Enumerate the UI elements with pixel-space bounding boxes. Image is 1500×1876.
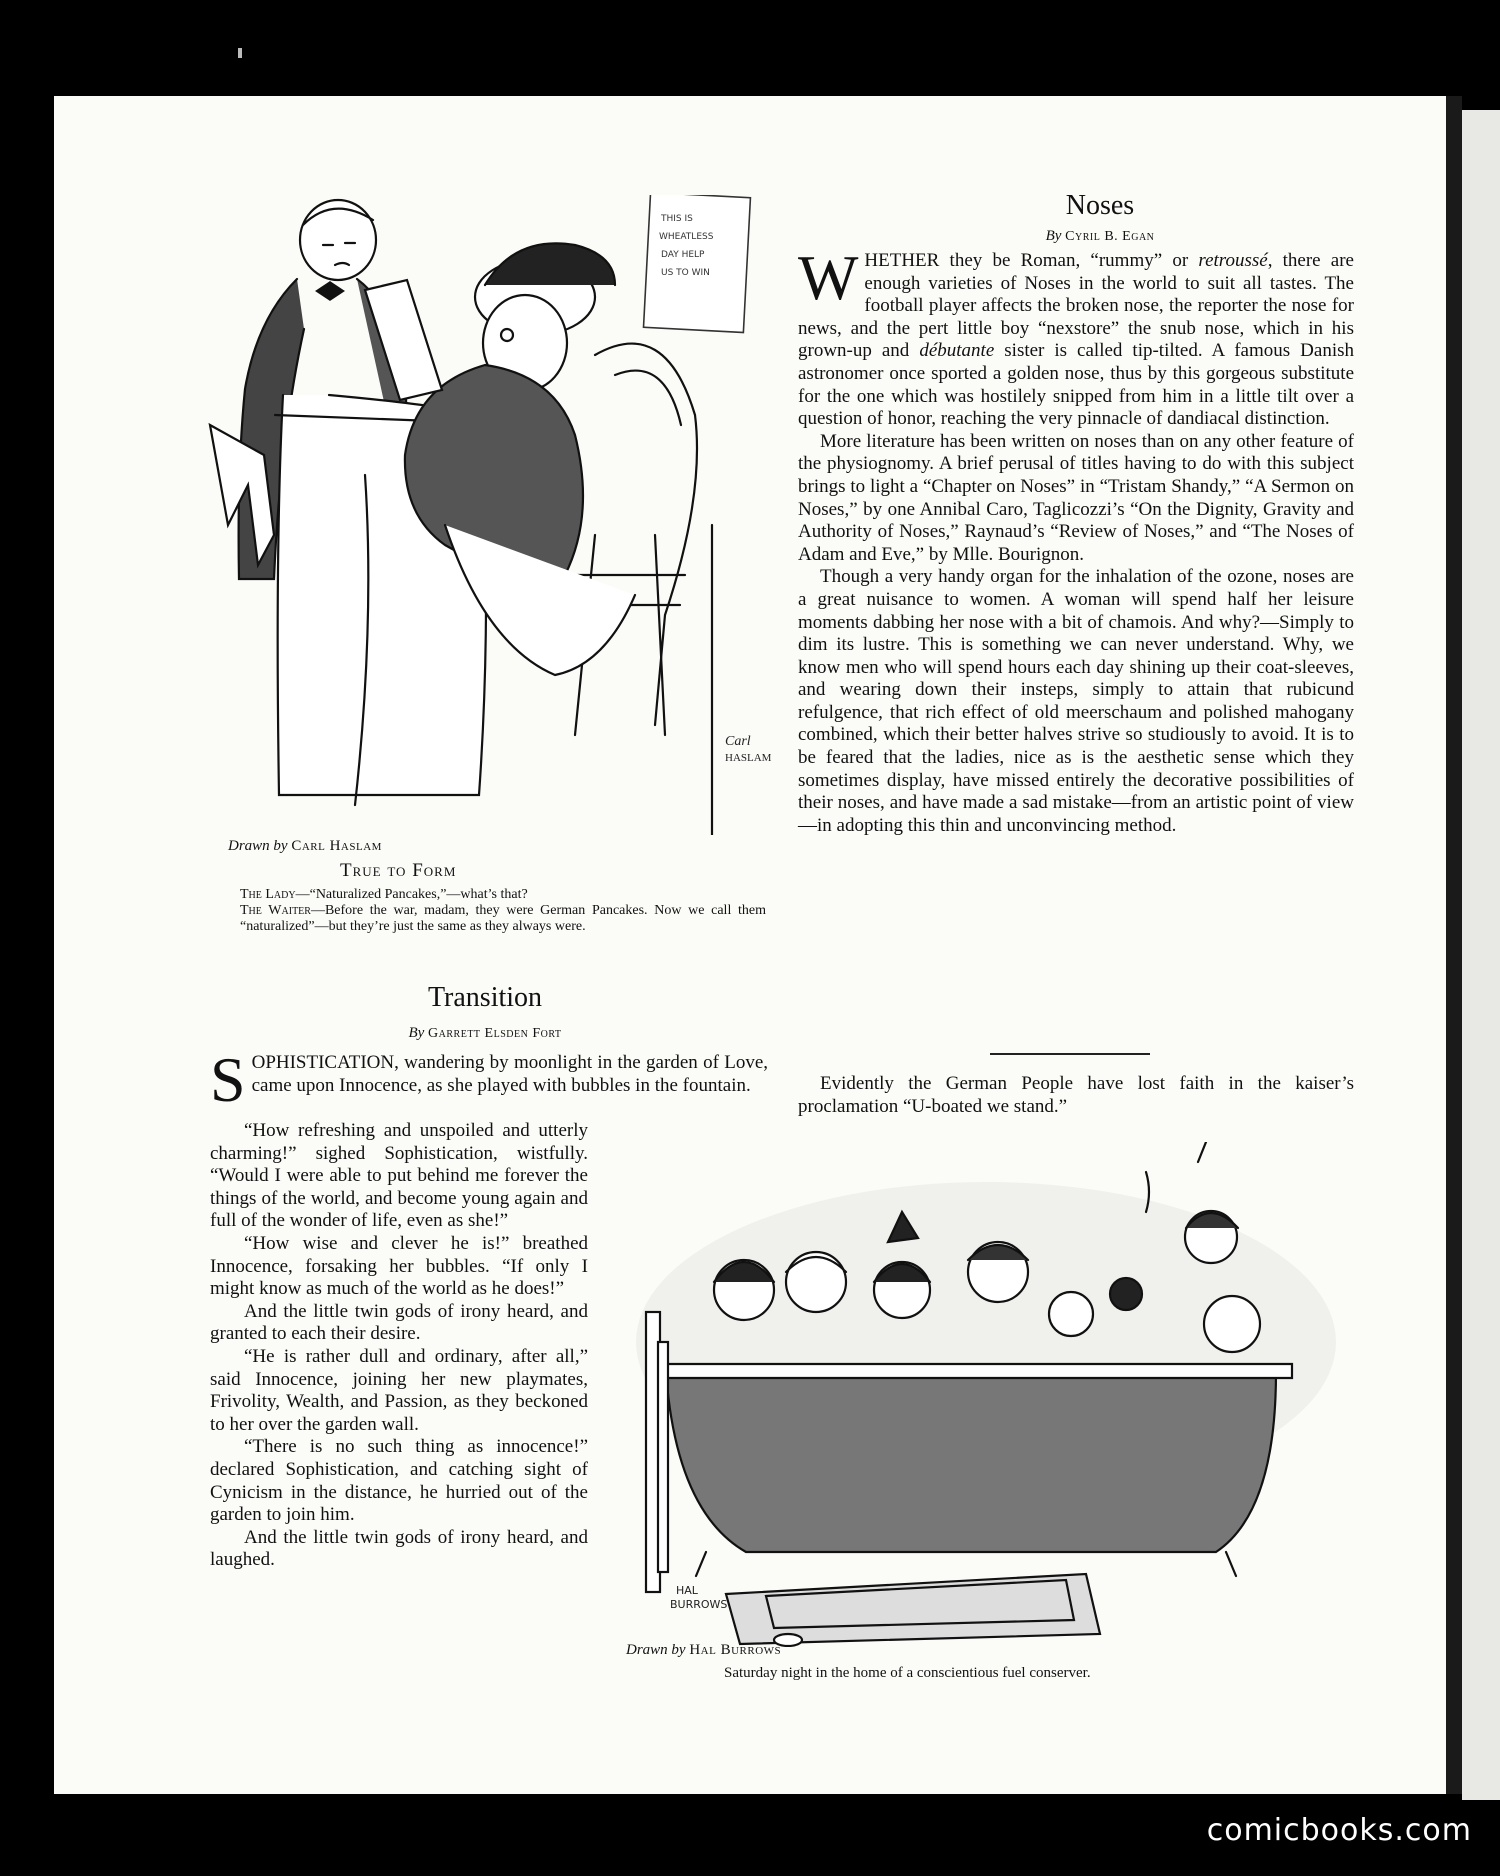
- site-watermark: comicbooks.com: [1206, 1813, 1472, 1848]
- paragraph: And the little twin gods of irony heard, and laughed.: [210, 1526, 588, 1571]
- svg-text:DAY HELP: DAY HELP: [661, 250, 705, 260]
- noses-body: [798, 242, 1354, 837]
- byline-prefix: By: [408, 1025, 425, 1041]
- speaker: The Waiter: [240, 903, 311, 918]
- cartoon-two-caption: Saturday night in the home of a conscientious fuel conserver.: [724, 1665, 1091, 1681]
- cartoon-two-credit: [626, 1642, 781, 1659]
- byline-prefix: By: [1045, 228, 1062, 244]
- paragraph: “He is rather dull and ordinary, after all,” said Innocence, joining her new playmates, Frivolity, Wealth, and Passion, as they beckoned to her over the garden wall.: [210, 1345, 588, 1435]
- transition-lead-paragraph: [210, 1044, 768, 1115]
- author-name: Garrett Elsden Fort: [428, 1026, 562, 1041]
- cartoon-one-title: True to Form: [340, 860, 457, 881]
- svg-text:HASLAM: HASLAM: [725, 752, 772, 764]
- dialogue-line: [240, 887, 766, 903]
- author-name: Cyril B. Egan: [1065, 229, 1155, 244]
- cartoon-one-dialogue: [240, 887, 766, 935]
- transition-body: [210, 1120, 588, 1572]
- artist-name: Hal Burrows: [689, 1642, 782, 1658]
- dialogue-text: —“Naturalized Pancakes,”—what’s that?: [295, 887, 528, 902]
- noses-byline: [980, 228, 1220, 245]
- drop-cap: S: [210, 1044, 246, 1115]
- paragraph: Though a very handy organ for the inhalation of the ozone, noses are a great nuisance to women. A woman will spend half her leisure moments dabbing her nose with a bit of chamois. And why?—Simply to dim its lustre. This is something we can never understand. Why, we know men who will spend hours each day shining up their coat-sleeves, and wearing down their insteps, simply to attain that rubicund refulgence, that rich effect of old meerschaum and polished mahogany combined, which their better halves strive so studiously to avoid. It is to be feared that the ladies, nice as is the aesthetic sense which they sometimes display, have missed entirely the decorative possibilities of their noses, and have made a sad mistake—from an artistic point of view—in adopting this thin and unconvincing method.: [798, 566, 1354, 836]
- italic-word: retroussé: [1198, 250, 1268, 271]
- paragraph: More literature has been written on noses than on any other feature of the physiognomy. A brief perusal of titles having to do with this subject brings to light a “Chapter on Noses” in “Tristam Shandy,” “A Sermon on Noses,” by one Annibal Caro, Taglicozzi’s “On the Dignity, Gravity and Authority of Noses,” Raynaud’s “Review of Noses,” and “The Noses of Adam and Eve,” by Mlle. Bourignon.: [798, 430, 1354, 565]
- svg-text:Carl: Carl: [725, 734, 751, 749]
- transition-byline: [360, 1025, 610, 1042]
- cartoon-one-credit: [228, 838, 382, 855]
- svg-text:WHEATLESS: WHEATLESS: [659, 232, 714, 242]
- paragraph: “There is no such thing as innocence!” declared Sophistication, and catching sight of Cynicism in the distance, he hurried out of the garden to join him.: [210, 1436, 588, 1526]
- dialogue-text: —Before the war, madam, they were German Pancakes. Now we call them “naturalized”—but they’re just the same as they always were.: [240, 903, 766, 934]
- paragraph: “How wise and clever he is!” breathed Innocence, forsaking her bubbles. “If only I might know as much of the world as he does!”: [210, 1232, 588, 1300]
- lead-text: OPHISTICATION, wandering by moonlight in the garden of Love, came upon Innocence, as she played with bubbles in the fountain.: [251, 1052, 768, 1096]
- next-page-edge: [1462, 110, 1500, 1800]
- svg-text:THIS IS: THIS IS: [661, 214, 693, 224]
- kaiser-note: Evidently the German People have lost faith in the kaiser’s proclamation “U-boated we stand.”: [798, 1073, 1354, 1117]
- drop-cap: W: [798, 242, 859, 313]
- svg-text:US TO WIN: US TO WIN: [661, 268, 710, 278]
- italic-word: débutante: [919, 340, 995, 362]
- text-run: HETHER they be Roman, “rummy” or: [864, 250, 1199, 271]
- paragraph: “How refreshing and unspoiled and utterly charming!” sighed Sophistication, wistfully. “Would I were able to put behind me forever the things of the world, and become young again and full of the wonder of life, even as she!”: [210, 1120, 588, 1232]
- page-gutter-shadow: [1446, 96, 1462, 1794]
- paragraph: [798, 242, 1354, 431]
- credit-prefix: Drawn by: [228, 838, 288, 854]
- transition-title: Transition: [427, 982, 543, 1013]
- dialogue-line: [240, 903, 766, 935]
- credit-prefix: Drawn by: [626, 1642, 686, 1658]
- paragraph: And the little twin gods of irony heard, and granted to each their desire.: [210, 1300, 588, 1345]
- artist-name: Carl Haslam: [291, 838, 382, 854]
- bathtub-cartoon: [626, 1142, 1346, 1647]
- section-divider: [990, 1053, 1150, 1055]
- noses-title: Noses: [1065, 190, 1135, 221]
- svg-text:BURROWS: BURROWS: [670, 1598, 728, 1611]
- svg-text:HAL: HAL: [676, 1584, 698, 1597]
- waiter-lady-cartoon: [185, 195, 775, 835]
- text-run: sister is called tip-tilted. A famous Danish astronomer once sported a golden nose, thus by this gorgeous substitute for the one which was hostilely snipped from him in a little tilt over a question of honor, reaching the very pinnacle of dandiacal distinction.: [798, 340, 1354, 430]
- scan-mark: [238, 48, 242, 58]
- text-run: , there are enough varieties of Noses in the world to suit all tastes. The football player affects the broken nose, the reporter the nose for news, and the pert little boy “nexstore” the snub nose, which in his grown-up and: [798, 250, 1354, 362]
- speaker: The Lady: [240, 887, 296, 902]
